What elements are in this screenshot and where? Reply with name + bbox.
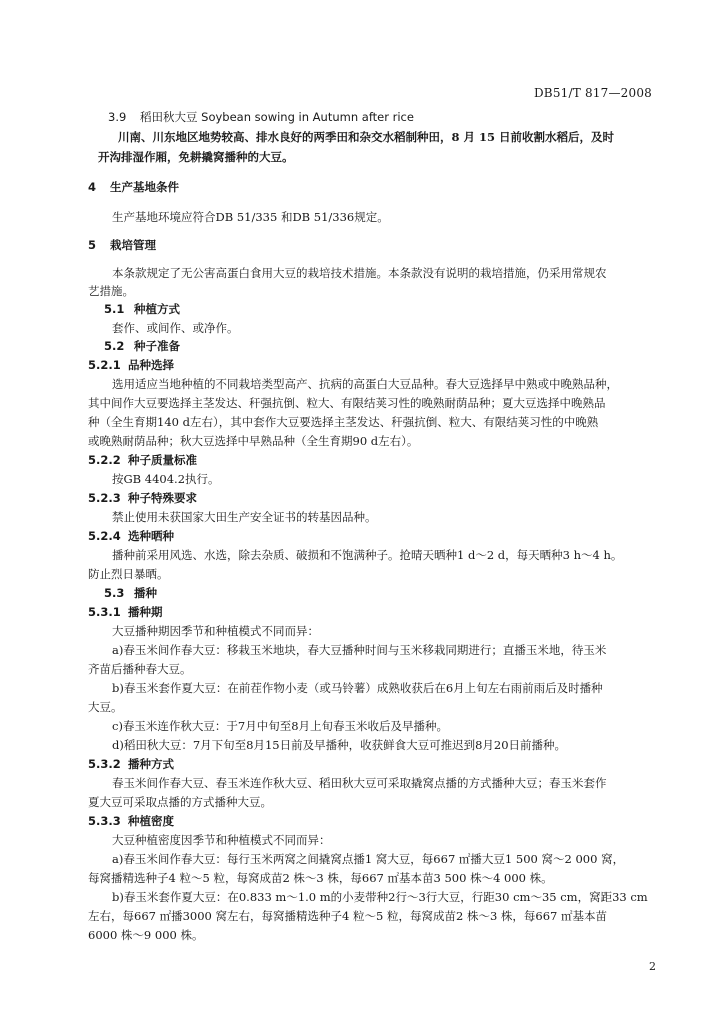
clause-5-2-3-text: 禁止使用未获国家大田生产安全证书的转基因品种。 — [112, 510, 377, 524]
clause-5-2-4-text-line-1: 播种前采用风选、水选，除去杂质、破损和不饱满种子。抢晴天晒种1 d～2 d，每天晒种3 h～4 h。 — [112, 548, 623, 562]
clause-5-2-1-text-line-1: 选用适应当地种植的不同栽培类型高产、抗病的高蛋白大豆品种。春大豆选择早中熟或中晚熟品种， — [112, 377, 618, 391]
clause-5-3-2-text-line-2: 夏大豆可采取点播的方式播种大豆。 — [88, 795, 272, 809]
clause-3-9-title: 稻田秋大豆 Soybean sowing in Autumn after rice — [140, 110, 414, 124]
clause-5-3-2-number: 5.3.2 — [88, 757, 121, 771]
clause-5-3-3-item-b-line-3: 6000 株～9 000 株。 — [88, 928, 204, 942]
clause-3-9-text-line-2: 开沟排湿作厢，免耕撬窝播种的大豆。 — [98, 150, 294, 164]
clause-5-3-2-text-line-1: 春玉米间作春大豆、春玉米连作秋大豆、稻田秋大豆可采取撬窝点播的方式播种大豆；春玉米套作 — [112, 776, 607, 790]
clause-5-2-4-text-line-2: 防止烈日暴晒。 — [88, 567, 169, 581]
clause-5-title: 栽培管理 — [110, 238, 156, 252]
clause-5-2-3-title: 种子特殊要求 — [128, 491, 197, 505]
clause-5-2-2-text: 按GB 4404.2执行。 — [112, 472, 220, 486]
clause-5-3-1-item-a-line-1: a)春玉米间作春大豆：移栽玉米地块，春大豆播种时间与玉米移栽同期进行；直播玉米地，待玉米 — [112, 643, 607, 657]
clause-5-2-2-title: 种子质量标准 — [128, 453, 197, 467]
clause-5-2-1-text-line-2: 其中间作大豆要选择主茎发达、秆强抗倒、粒大、有限结荚习性的晚熟耐荫品种；夏大豆选择中晚熟品 — [88, 396, 606, 410]
clause-5-2-1-number: 5.2.1 — [88, 358, 121, 372]
clause-5-1-text: 套作、或间作、或净作。 — [112, 321, 239, 335]
clause-5-text-line-1: 本条款规定了无公害高蛋白食用大豆的栽培技术措施。本条款没有说明的栽培措施，仍采用常规农 — [112, 266, 607, 280]
clause-5-3-1-intro: 大豆播种期因季节和种植模式不同而异： — [112, 624, 319, 638]
clause-5-3-1-item-b-line-2: 大豆。 — [88, 700, 123, 714]
clause-5-2-2-number: 5.2.2 — [88, 453, 121, 467]
clause-5-3-3-item-b-line-2: 左右，每667 ㎡播3000 窝左右，每窝播精选种子4 粒～5 粒，每窝成苗2 株～3 株，每667 ㎡基本苗 — [88, 909, 608, 923]
clause-5-2-4-number: 5.2.4 — [88, 529, 121, 543]
clause-5-3-3-heading — [88, 813, 174, 829]
clause-5-number: 5 — [88, 238, 97, 252]
clause-5-3-3-title: 种植密度 — [128, 814, 174, 828]
clause-5-2-3-number: 5.2.3 — [88, 491, 121, 505]
clause-5-1-title: 种植方式 — [134, 302, 180, 316]
clause-5-3-3-intro: 大豆种植密度因季节和种植模式不同而异： — [112, 833, 331, 847]
clause-5-3-3-item-b-line-1: b)春玉米套作夏大豆：在0.833 m～1.0 m的小麦带种2行～3行大豆，行距30 cm～35 cm，窝距33 cm — [112, 890, 648, 904]
clause-5-3-1-title: 播种期 — [128, 605, 163, 619]
clause-5-text-line-2: 艺措施。 — [88, 284, 134, 298]
clause-5-2-1-text-line-4: 或晚熟耐荫品种；秋大豆选择中早熟品种（全生育期90 d左右）。 — [88, 434, 419, 448]
page-number: 2 — [649, 960, 656, 973]
clause-5-3-number: 5.3 — [104, 586, 125, 600]
clause-5-3-2-heading — [88, 756, 174, 772]
clause-5-2-4-title: 选种晒种 — [128, 529, 174, 543]
clause-5-3-2-title: 播种方式 — [128, 757, 174, 771]
clause-5-3-1-item-c: c)春玉米连作秋大豆：于7月中旬至8月上旬春玉米收后及早播种。 — [112, 719, 449, 733]
clause-3-9-number: 3.9 — [108, 110, 127, 124]
clause-5-2-4-heading — [88, 528, 174, 544]
clause-4-number: 4 — [88, 180, 97, 194]
clause-5-3-3-item-a-line-1: a)春玉米间作春大豆：每行玉米两窝之间撬窝点播1 窝大豆，每667 ㎡播大豆1 500 窝～2 000 窝， — [112, 852, 625, 866]
clause-4-heading — [88, 179, 179, 195]
clause-5-3-3-item-a-line-2: 每窝播精选种子4 粒～5 粒，每窝成苗2 株～3 株，每667 ㎡基本苗3 500 株～4 000 株。 — [88, 871, 553, 885]
clause-5-2-1-title: 品种选择 — [128, 358, 174, 372]
clause-5-3-1-item-b-line-1: b)春玉米套作夏大豆：在前茬作物小麦（或马铃薯）成熟收获后在6月上旬左右雨前雨后及时播种 — [112, 681, 603, 695]
clause-3-9-heading — [108, 109, 414, 125]
clause-5-2-3-heading — [88, 490, 197, 506]
clause-5-1-heading — [104, 301, 180, 317]
clause-5-3-1-item-d: d)稻田秋大豆：7月下旬至8月15日前及早播种，收获鲜食大豆可推迟到8月20日前播种。 — [112, 738, 567, 752]
clause-5-heading — [88, 237, 156, 253]
clause-4-text: 生产基地环境应符合DB 51/335 和DB 51/336规定。 — [112, 210, 389, 224]
clause-5-2-number: 5.2 — [104, 339, 125, 353]
clause-5-3-title: 播种 — [134, 586, 157, 600]
clause-5-2-heading — [104, 338, 180, 354]
clause-5-2-title: 种子准备 — [134, 339, 180, 353]
clause-5-3-3-number: 5.3.3 — [88, 814, 121, 828]
clause-5-2-2-heading — [88, 452, 197, 468]
clause-5-2-1-heading — [88, 357, 174, 373]
clause-3-9-text-line-1: 川南、川东地区地势较高、排水良好的两季田和杂交水稻制种田，8 月 15 日前收割水稻后，及时 — [118, 130, 615, 144]
clause-4-title: 生产基地条件 — [110, 180, 179, 194]
clause-5-3-heading — [104, 585, 157, 601]
clause-5-3-1-number: 5.3.1 — [88, 605, 121, 619]
clause-5-3-1-item-a-line-2: 齐苗后播种春大豆。 — [88, 662, 192, 676]
clause-5-1-number: 5.1 — [104, 302, 125, 316]
clause-5-2-1-text-line-3: 种（全生育期140 d左右），其中套作大豆要选择主茎发达、秆强抗倒、粒大、有限结荚习性的中晚熟 — [88, 415, 599, 429]
standard-number-header: DB51/T 817—2008 — [533, 86, 652, 100]
clause-5-3-1-heading — [88, 604, 163, 620]
